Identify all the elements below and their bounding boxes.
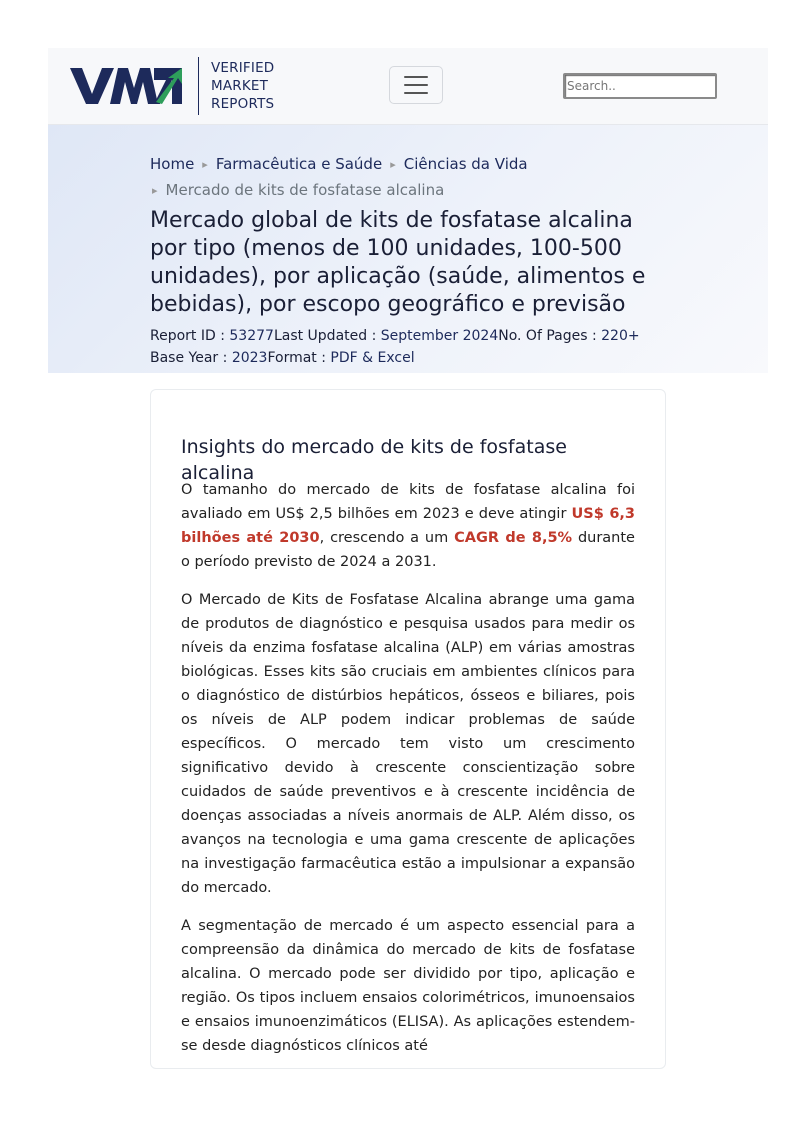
p1-text-c: durante o período previsto de 2024 a 2031. <box>181 530 635 570</box>
breadcrumb-home[interactable]: Home <box>150 155 195 173</box>
breadcrumb-pharma[interactable]: Farmacêutica e Saúde <box>215 155 383 173</box>
vmr-logo-icon <box>70 66 186 106</box>
p1-text-b: , crescendo a um <box>319 530 455 546</box>
meta-row-1 <box>150 325 710 347</box>
logo[interactable] <box>70 56 274 116</box>
search-input[interactable] <box>563 73 717 99</box>
insights-body <box>181 478 635 1069</box>
logo-line-market: MARKET <box>211 78 269 94</box>
p1-text-a: O tamanho do mercado de kits de fosfatase alcalina foi avaliado em US$ 2,5 bilhões em 2023 e deve atingir <box>181 482 635 522</box>
chevron-right-icon: ▸ <box>202 158 208 171</box>
insights-paragraph-3: A segmentação de mercado é um aspecto essencial para a compreensão da dinâmica do mercado de kits de fosfatase alcalina. O mercado pode ser dividido por tipo, aplicação e região. Os tipos incluem ensaios colorimétricos, imunoensaios e ensaios imunoenzimáticos (ELISA). As aplicações estendem-se desde diagnósticos clínicos até <box>181 918 635 1054</box>
logo-line-verified: VERIFIED <box>211 60 275 76</box>
site-header <box>48 48 768 125</box>
menu-toggle-button[interactable] <box>389 66 443 104</box>
report-meta <box>150 325 710 369</box>
insights-paragraph-1 <box>181 478 635 574</box>
report-id-value: 53277 <box>229 328 274 344</box>
insights-paragraph-2: O Mercado de Kits de Fosfatase Alcalina abrange uma gama de produtos de diagnóstico e pesquisa usados para medir os níveis da enzima fosfatase alcalina (ALP) em várias amostras biológicas. Esses kits são cruciais em ambientes clínicos para o diagnóstico de distúrbios hepáticos, ósseos e biliares, pois os níveis de ALP podem indicar problemas de saúde específicos. O mercado tem visto um crescimento significativo devido à crescente conscientização sobre cuidados de saúde preventivos e à crescente incidência de doenças associadas a níveis anormais de ALP. Além disso, os avanços na tecnologia e uma gama crescente de aplicações na investigação farmacêutica estão a impulsionar a expansão do mercado. <box>181 592 635 896</box>
chevron-right-icon: ▸ <box>152 184 158 197</box>
page-frame <box>48 48 768 1123</box>
format-value: PDF & Excel <box>330 350 415 366</box>
logo-divider <box>198 57 199 115</box>
report-id-label: Report ID : <box>150 328 230 344</box>
report-hero <box>48 125 768 373</box>
base-year-label: Base Year : <box>150 350 232 366</box>
page-title: Mercado global de kits de fosfatase alcalina por tipo (menos de 100 unidades, 100-500 unidades), por aplicação (saúde, alimentos e bebidas), por escopo geográfico e previsão <box>150 208 646 317</box>
logo-line-reports: REPORTS <box>211 96 275 112</box>
breadcrumb-life-sciences[interactable]: Ciências da Vida <box>403 155 528 173</box>
logo-wordmark <box>211 59 274 113</box>
last-updated-label: Last Updated : <box>273 328 381 344</box>
pages-value: 220+ <box>601 328 640 344</box>
hamburger-icon <box>404 76 428 94</box>
insights-card <box>150 389 666 1069</box>
p1-highlight-cagr: CAGR de 8,5% <box>454 530 573 546</box>
breadcrumb-current: Mercado de kits de fosfatase alcalina <box>165 181 445 199</box>
chevron-right-icon: ▸ <box>390 158 396 171</box>
pages-label: No. Of Pages : <box>498 328 602 344</box>
last-updated-value: September 2024 <box>380 328 499 344</box>
insights-heading: Insights do mercado de kits de fosfatase alcalina <box>181 436 567 484</box>
format-label: Format : <box>267 350 331 366</box>
breadcrumb <box>150 152 670 204</box>
base-year-value: 2023 <box>231 350 268 366</box>
p1-highlight-value: US$ 6,3 bilhões até 2030 <box>181 506 636 546</box>
meta-row-2 <box>150 347 710 369</box>
